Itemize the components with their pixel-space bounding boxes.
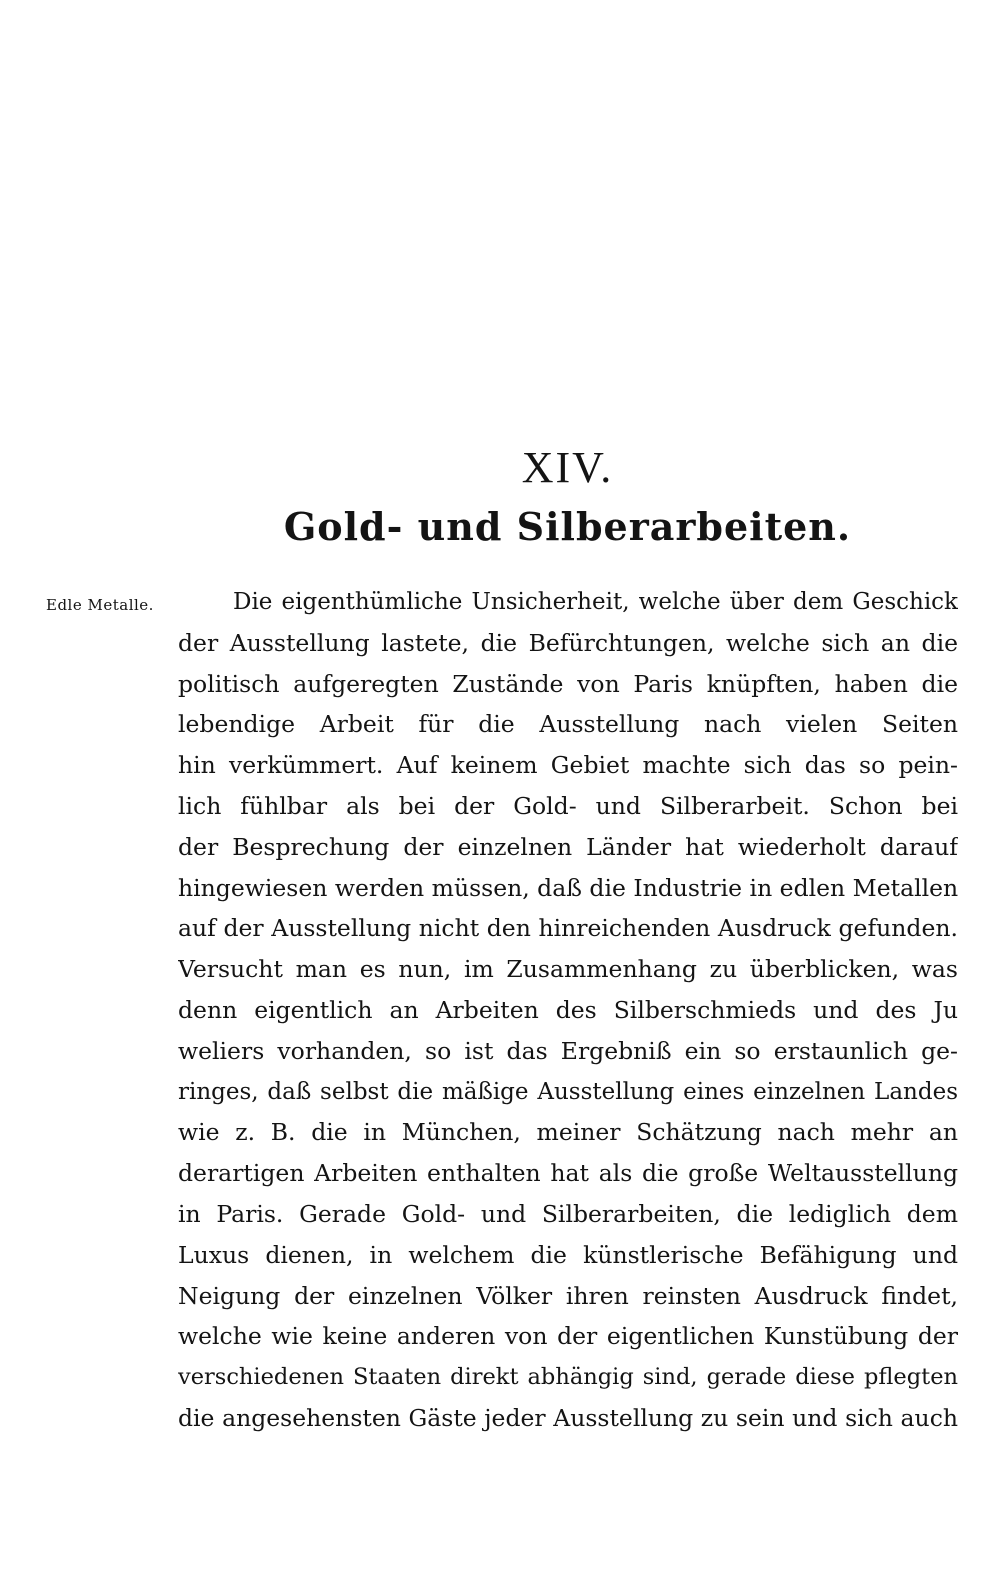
text-line: auf der Ausstellung nicht den hinreichenden Ausdruck gefunden. <box>178 914 958 943</box>
text-line: die angesehensten Gäste jeder Ausstellung zu sein und sich auch <box>178 1403 958 1432</box>
chapter-number: XIV. <box>521 443 614 492</box>
text-line: lich fühlbar als bei der Gold- und Silberarbeit. Schon bei <box>178 791 958 820</box>
text-line: ringes, daß selbst die mäßige Ausstellung eines einzelnen Landes <box>178 1078 958 1105</box>
text-line: in Paris. Gerade Gold- und Silberarbeiten, die lediglich dem <box>178 1199 958 1228</box>
text-line: derartigen Arbeiten enthalten hat als die große Weltausstellung <box>178 1159 958 1188</box>
text-line: der Besprechung der einzelnen Länder hat wiederholt darauf <box>178 832 958 861</box>
text-line: der Ausstellung lastete, die Befürchtungen, welche sich an die <box>178 628 958 657</box>
text-line: lebendige Arbeit für die Ausstellung nach vielen Seiten <box>178 710 958 739</box>
text-line: verschiedenen Staaten direkt abhängig sind, gerade diese pflegten <box>178 1364 958 1391</box>
text-line: wie z. B. die in München, meiner Schätzung nach mehr an <box>178 1118 958 1147</box>
text-line: Versucht man es nun, im Zusammenhang zu überblicken, was <box>178 955 958 984</box>
body-paragraph <box>178 582 958 1439</box>
chapter-title: Gold- und Silberarbeiten. <box>283 504 852 549</box>
text-line: Neigung der einzelnen Völker ihren reinsten Ausdruck findet, <box>178 1281 958 1310</box>
text-line: weliers vorhanden, so ist das Ergebniß ein so erstaunlich ge- <box>178 1036 958 1065</box>
text-line: welche wie keine anderen von der eigentlichen Kunstübung der <box>178 1322 958 1351</box>
text-line: hin verkümmert. Auf keinem Gebiet machte sich das so pein- <box>178 751 958 780</box>
text-line: hingewiesen werden müssen, daß die Industrie in edlen Metallen <box>178 873 958 902</box>
text-line: Die eigenthümliche Unsicherheit, welche über dem Geschick <box>233 589 958 615</box>
text-line: Luxus dienen, in welchem die künstlerische Befähigung und <box>178 1240 958 1269</box>
text-line: politisch aufgeregten Zustände von Paris knüpften, haben die <box>178 669 958 698</box>
text-line: denn eigentlich an Arbeiten des Silberschmieds und des Ju <box>178 995 958 1024</box>
margin-note: Edle Metalle. <box>46 596 154 614</box>
